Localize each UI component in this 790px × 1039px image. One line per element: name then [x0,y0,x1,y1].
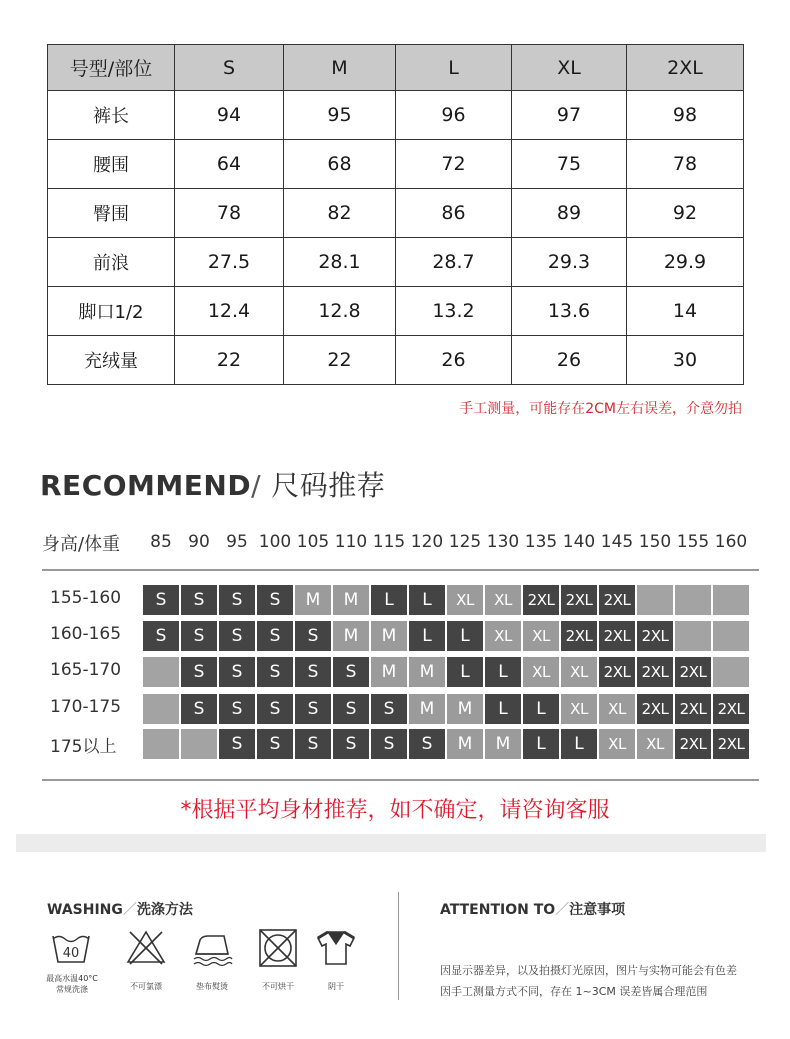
grid-cell-empty [143,694,179,724]
header-cell: 号型/部位 [48,45,175,91]
grid-cell-size: 2XL [713,729,749,759]
header-cell: XL [512,45,627,91]
grid-cell-size: S [333,729,369,759]
grid-cell-size: XL [523,657,559,687]
grid-cell-size: 2XL [675,694,711,724]
size-table [47,44,744,385]
table-cell: 95 [284,91,396,140]
weight-tick: 110 [334,532,368,552]
grid-cell-size: L [409,621,445,651]
axis-label: 身高/体重 [42,534,121,555]
grid-cell-size: S [143,585,179,615]
washing-title-slash: ／ [122,902,137,918]
grid-cell-size: S [295,621,331,651]
size-table-row [48,336,744,385]
grid-cell-size: M [447,694,483,724]
grid-cell-size: S [181,621,217,651]
grid-cell-empty [713,621,749,651]
grid-cell-size: S [257,729,293,759]
weight-tick: 100 [258,532,292,552]
grid-cell-size: 2XL [637,694,673,724]
grid-cell-size: S [181,585,217,615]
grid-cell-size: S [333,694,369,724]
grid-row [143,585,751,615]
height-range-label: 155-160 [50,588,122,608]
wash-temperature: 40 [62,946,80,961]
size-table-row [48,189,744,238]
grid-row [143,729,751,759]
grid-cell-size: M [447,729,483,759]
grid-cell-size: XL [599,729,635,759]
size-table-row [48,140,744,189]
weight-tick: 145 [600,532,634,552]
grid-cell-size: S [143,621,179,651]
height-range-label: 165-170 [50,660,122,680]
table-cell: 29.3 [512,238,627,287]
row-label: 脚口1/2 [48,287,175,336]
grid-cell-size: L [523,694,559,724]
no-tumble-dry-icon [256,928,300,968]
grid-cell-empty [713,585,749,615]
height-range-label: 170-175 [50,697,122,717]
grid-cell-size: L [447,621,483,651]
grid-cell-size: L [409,585,445,615]
grid-cell-size: XL [637,729,673,759]
recommend-title-cn: 尺码推荐 [271,469,386,502]
grid-cell-size: L [447,657,483,687]
attention-title [440,899,625,919]
grid-cell-size: XL [523,621,559,651]
table-cell: 92 [627,189,744,238]
grid-cell-size: XL [485,585,521,615]
grid-cell-size: M [295,585,331,615]
no-bleach-icon [124,928,168,968]
grid-cell-empty [637,585,673,615]
top-rule [42,569,759,571]
attention-line-2: 因手工测量方式不同，存在 1~3CM 误差皆属合理范围 [440,985,708,998]
grid-cell-size: 2XL [599,621,635,651]
grid-cell-size: 2XL [713,694,749,724]
table-cell: 27.5 [175,238,284,287]
table-cell: 26 [396,336,512,385]
table-cell: 78 [627,140,744,189]
grid-cell-size: L [485,657,521,687]
grid-cell-size: S [257,657,293,687]
size-table-row [48,238,744,287]
weight-tick: 115 [372,532,406,552]
grid-cell-size: L [485,694,521,724]
weight-tick: 95 [226,532,248,552]
grid-cell-empty [143,657,179,687]
weight-tick: 85 [150,532,172,552]
grid-cell-size: S [219,585,255,615]
grid-cell-size: M [333,585,369,615]
grid-cell-size: XL [561,694,597,724]
wash-40-label-2: 常规洗涤 [56,985,88,994]
table-cell: 29.9 [627,238,744,287]
table-cell: 78 [175,189,284,238]
attention-title-slash: ／ [555,902,570,918]
table-cell: 72 [396,140,512,189]
recommend-note: *根据平均身材推荐，如不确定，请咨询客服 [180,798,610,823]
attention-title-en: ATTENTION TO [440,902,556,918]
weight-tick: 105 [296,532,330,552]
grid-cell-size: M [409,694,445,724]
grid-cell-size: M [371,657,407,687]
table-cell: 64 [175,140,284,189]
grid-cell-size: L [371,585,407,615]
header-cell: 2XL [627,45,744,91]
table-cell: 89 [512,189,627,238]
height-range-label: 160-165 [50,624,122,644]
weight-tick: 160 [714,532,748,552]
row-label: 臀围 [48,189,175,238]
grid-cell-size: S [219,694,255,724]
row-label: 前浪 [48,238,175,287]
grid-cell-size: S [295,657,331,687]
grid-cell-size: S [219,729,255,759]
grid-cell-empty [713,657,749,687]
height-range-label: 175以上 [50,737,117,757]
grid-cell-size: M [485,729,521,759]
recommend-title [40,464,385,504]
iron-with-cloth-label: 垫布熨烫 [196,982,228,991]
weight-tick: 150 [638,532,672,552]
grid-cell-empty [675,621,711,651]
table-cell: 28.1 [284,238,396,287]
table-cell: 68 [284,140,396,189]
bottom-rule [42,779,759,781]
table-cell: 75 [512,140,627,189]
grid-cell-size: S [295,694,331,724]
grid-cell-size: M [371,621,407,651]
weight-tick: 130 [486,532,520,552]
grid-cell-size: S [219,657,255,687]
grid-cell-size: L [523,729,559,759]
size-table-header [48,45,744,91]
grid-cell-size: 2XL [675,657,711,687]
grid-cell-size: XL [599,694,635,724]
weight-tick: 90 [188,532,210,552]
washing-title-en: WASHING [47,902,123,918]
size-table-row [48,91,744,140]
grid-row [143,694,751,724]
grid-cell-size: S [295,729,331,759]
no-tumble-dry-label: 不可烘干 [262,982,294,991]
weight-tick: 125 [448,532,482,552]
table-cell: 22 [284,336,396,385]
row-label: 充绒量 [48,336,175,385]
grid-cell-size: S [257,621,293,651]
grid-cell-size: 2XL [599,657,635,687]
shade-dry-label: 阴干 [328,982,344,991]
table-cell: 86 [396,189,512,238]
weight-tick: 140 [562,532,596,552]
attention-line-1: 因显示器差异，以及拍摄灯光原因，图片与实物可能会有色差 [440,964,737,977]
grid-cell-size: 2XL [561,621,597,651]
table-cell: 96 [396,91,512,140]
washing-title-cn: 洗涤方法 [136,902,193,918]
grid-cell-size: XL [561,657,597,687]
header-cell: L [396,45,512,91]
grid-cell-size: 2XL [637,621,673,651]
weight-tick: 155 [676,532,710,552]
table-cell: 13.2 [396,287,512,336]
table-cell: 26 [512,336,627,385]
grid-cell-size: S [181,657,217,687]
attention-title-cn: 注意事项 [569,902,626,918]
row-label: 腰围 [48,140,175,189]
table-cell: 97 [512,91,627,140]
grid-cell-size: 2XL [675,729,711,759]
header-cell: M [284,45,396,91]
table-cell: 12.8 [284,287,396,336]
grid-cell-size: M [409,657,445,687]
grid-cell-empty [143,729,179,759]
table-cell: 30 [627,336,744,385]
shade-dry-icon [314,928,358,968]
header-cell: S [175,45,284,91]
table-cell: 12.4 [175,287,284,336]
section-divider-band [16,834,766,852]
wash-40-icon [49,928,93,968]
measurement-note: 手工测量，可能存在2CM左右误差，介意勿拍 [459,401,742,417]
table-cell: 82 [284,189,396,238]
grid-cell-size: S [409,729,445,759]
grid-cell-size: 2XL [637,657,673,687]
table-cell: 13.6 [512,287,627,336]
grid-cell-size: XL [447,585,483,615]
weight-tick: 120 [410,532,444,552]
size-table-row [48,287,744,336]
grid-cell-size: S [333,657,369,687]
table-cell: 14 [627,287,744,336]
grid-cell-size: S [371,729,407,759]
table-cell: 28.7 [396,238,512,287]
table-cell: 94 [175,91,284,140]
grid-cell-size: 2XL [523,585,559,615]
no-bleach-label: 不可氯漂 [130,982,162,991]
grid-cell-size: L [561,729,597,759]
grid-cell-empty [181,729,217,759]
grid-cell-size: S [219,621,255,651]
row-label: 裤长 [48,91,175,140]
vertical-divider [398,892,399,1000]
grid-row [143,657,751,687]
grid-cell-size: 2XL [561,585,597,615]
grid-cell-size: S [257,694,293,724]
table-cell: 98 [627,91,744,140]
grid-cell-size: 2XL [599,585,635,615]
recommend-title-en: RECOMMEND [40,469,252,502]
grid-cell-empty [675,585,711,615]
grid-cell-size: S [181,694,217,724]
table-cell: 22 [175,336,284,385]
grid-cell-size: S [371,694,407,724]
grid-row [143,621,751,651]
wash-40-label-1: 最高水温40°C [46,974,98,983]
grid-cell-size: XL [485,621,521,651]
grid-cell-size: S [257,585,293,615]
washing-title [47,899,193,919]
wash-40-label [40,973,104,995]
weight-tick: 135 [524,532,558,552]
grid-cell-size: M [333,621,369,651]
iron-with-cloth-icon [190,928,234,968]
recommend-title-slash: / [251,469,262,502]
